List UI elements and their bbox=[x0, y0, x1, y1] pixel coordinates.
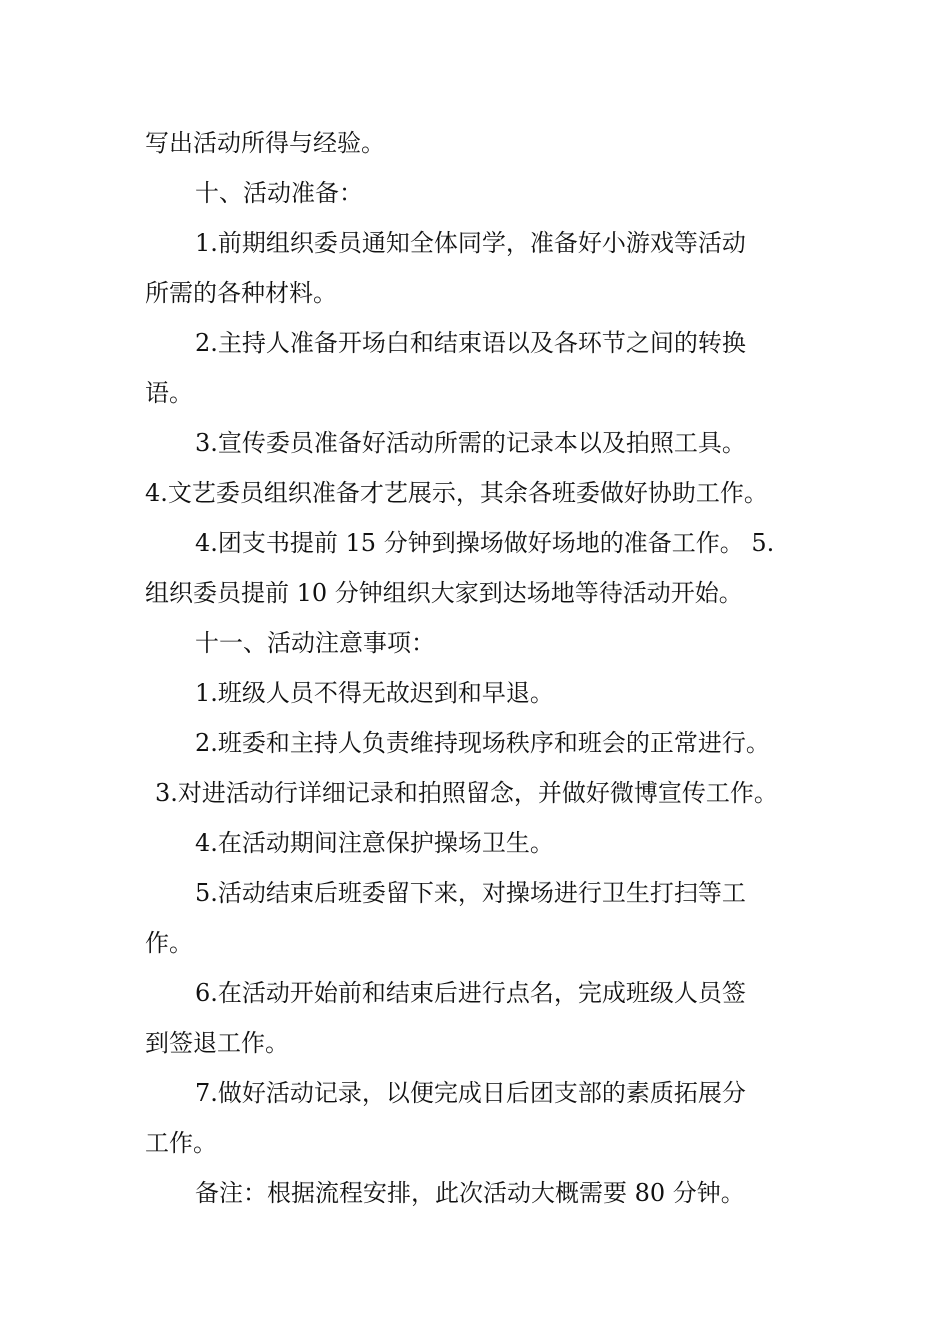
section-heading: 十一、活动注意事项： bbox=[195, 629, 435, 657]
text-line: 5.活动结束后班委留下来，对操场进行卫生打扫等工 bbox=[195, 879, 746, 907]
text-line: 组织委员提前 10 分钟组织大家到达场地等待活动开始。 bbox=[145, 579, 743, 607]
text-line: 写出活动所得与经验。 bbox=[145, 129, 385, 157]
note-line: 备注：根据流程安排，此次活动大概需要 80 分钟。 bbox=[195, 1179, 745, 1207]
text-line: 1.前期组织委员通知全体同学，准备好小游戏等活动 bbox=[195, 229, 746, 257]
text-line: 4.文艺委员组织准备才艺展示，其余各班委做好协助工作。 bbox=[145, 479, 768, 507]
text-line: 2.主持人准备开场白和结束语以及各环节之间的转换 bbox=[195, 329, 746, 357]
text-line: 1.班级人员不得无故迟到和早退。 bbox=[195, 679, 554, 707]
text-line: 3.对进活动行详细记录和拍照留念，并做好微博宣传工作。 bbox=[155, 779, 778, 807]
text-line: 7.做好活动记录，以便完成日后团支部的素质拓展分 bbox=[195, 1079, 746, 1107]
text-line: 3.宣传委员准备好活动所需的记录本以及拍照工具。 bbox=[195, 429, 746, 457]
text-line: 2.班委和主持人负责维持现场秩序和班会的正常进行。 bbox=[195, 729, 770, 757]
text-line: 语。 bbox=[145, 379, 193, 407]
text-line: 作。 bbox=[145, 929, 193, 957]
text-line: 4.团支书提前 15 分钟到操场做好场地的准备工作。 5. bbox=[195, 529, 775, 557]
text-line: 所需的各种材料。 bbox=[145, 279, 337, 307]
text-line: 6.在活动开始前和结束后进行点名，完成班级人员签 bbox=[195, 979, 746, 1007]
text-line: 4.在活动期间注意保护操场卫生。 bbox=[195, 829, 554, 857]
text-line: 到签退工作。 bbox=[145, 1029, 289, 1057]
text-line: 工作。 bbox=[145, 1129, 217, 1157]
section-heading: 十、活动准备： bbox=[195, 179, 363, 207]
